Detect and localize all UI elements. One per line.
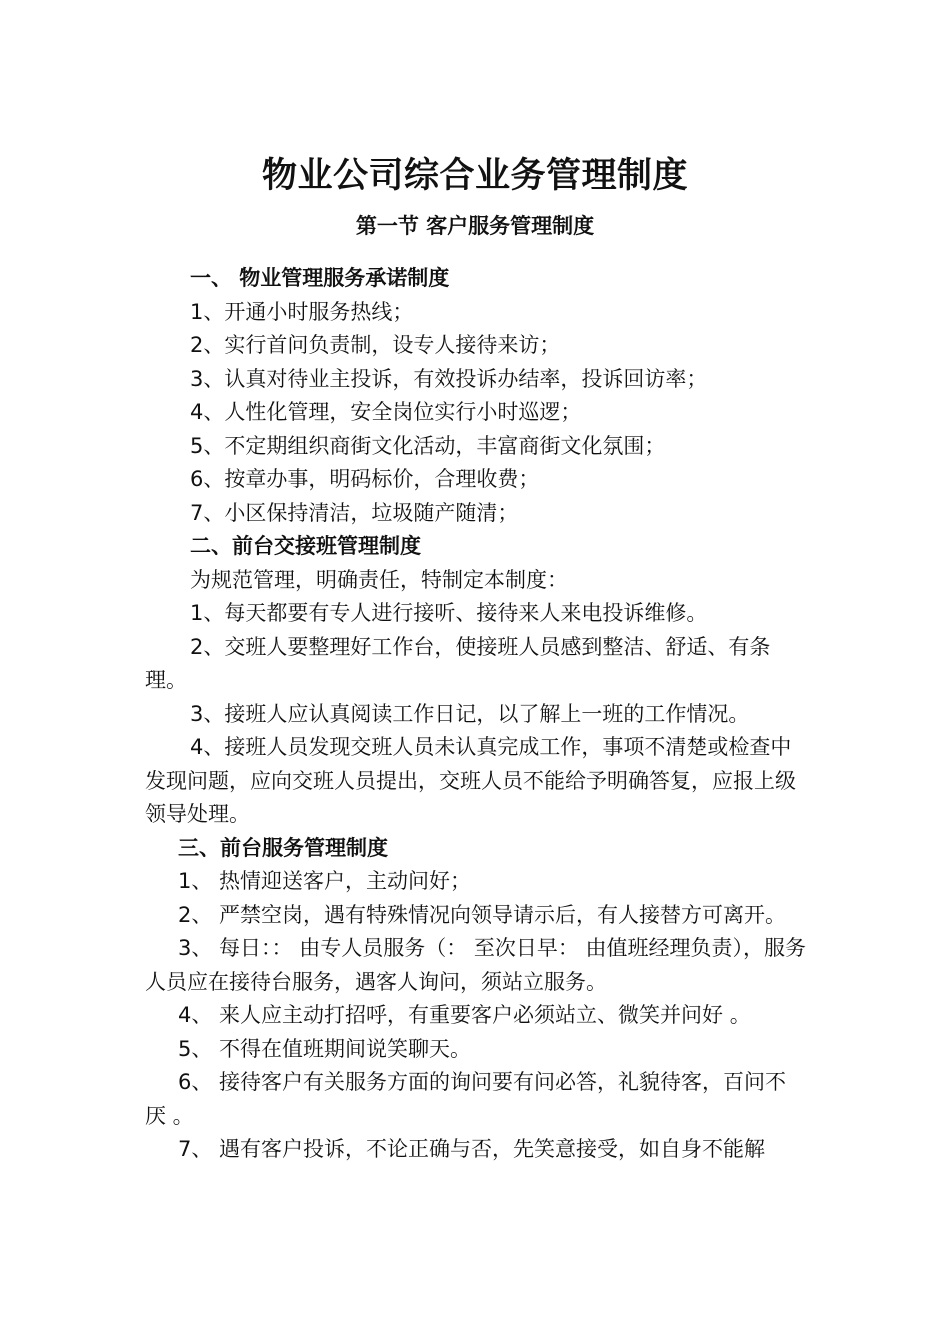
paragraph: 6、按章办事，明码标价，合理收费； [190, 467, 540, 491]
paragraph: 1、每天都要有专人进行接听、接待来人来电投诉维修。 [190, 601, 708, 625]
paragraph: 7、 遇有客户投诉，不论正确与否，先笑意接受，如自身不能解 [178, 1137, 766, 1161]
paragraph: 5、 不得在值班期间说笑聊天。 [178, 1036, 472, 1061]
paragraph: 2、 严禁空岗，遇有特殊情况向领导请示后，有人接替方可离开。 [178, 902, 787, 927]
paragraph: 3、认真对待业主投诉，有效投诉办结率，投诉回访率； [190, 366, 708, 391]
paragraph: 3、接班人应认真阅读工作日记，以了解上一班的工作情况。 [190, 701, 750, 726]
heading-shift-handover: 二、前台交接班管理制度 [190, 534, 421, 558]
section-title: 第一节 客户服务管理制度 [355, 214, 595, 238]
heading-front-desk-service: 三、前台服务管理制度 [178, 835, 388, 860]
paragraph: 2、交班人要整理好工作台，使接班人员感到整洁、舒适、有条理。 [145, 634, 771, 692]
paragraph: 1、 热情迎送客户，主动问好； [178, 869, 472, 893]
paragraph: 1、开通小时服务热线； [190, 299, 414, 324]
paragraph: 6、 接待客户有关服务方面的询问要有问必答，礼貌待客，百问不厌 。 [145, 1070, 787, 1128]
paragraph: 4、 来人应主动打招呼，有重要客户必须站立、微笑并问好 。 [178, 1003, 751, 1027]
paragraph: 2、实行首问负责制，设专人接待来访； [190, 333, 561, 357]
heading-service-commitment: 一、 物业管理服务承诺制度 [190, 266, 450, 290]
paragraph: 3、 每日：： 由专人员服务（： 至次日早： 由值班经理负责），服务人员应在接待台服务，遇客人询问，须站立服务。 [145, 936, 807, 994]
paragraph: 4、人性化管理，安全岗位实行小时巡逻； [190, 400, 582, 424]
paragraph: 5、不定期组织商街文化活动，丰富商街文化氛围； [190, 433, 666, 458]
document-body [145, 262, 807, 1167]
paragraph: 7、小区保持清洁，垃圾随产随清； [190, 500, 519, 525]
paragraph: 4、接班人员发现交班人员未认真完成工作，事项不清楚或检查中发现问题，应向交班人员提出，交班人员不能给予明确答复，应报上级领导处理。 [145, 735, 796, 826]
paragraph: 为规范管理，明确责任，特制定本制度： [190, 567, 568, 592]
document-title: 物业公司综合业务管理制度 [261, 156, 688, 196]
